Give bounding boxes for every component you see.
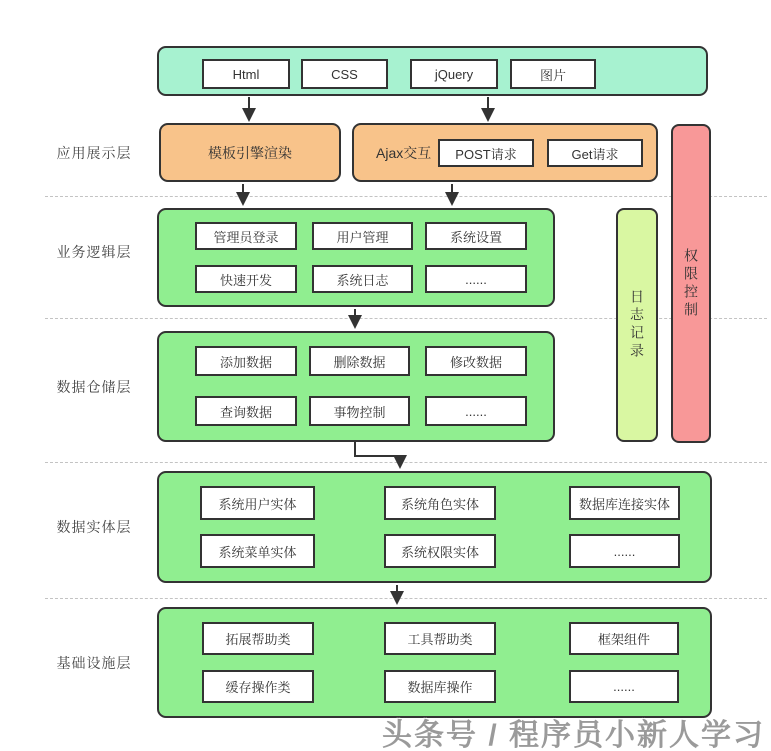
node-modify-data: 修改数据 <box>425 346 527 376</box>
node-role-entity: 系统角色实体 <box>384 486 496 520</box>
layer-label-logic: 业务逻辑层 <box>56 244 132 260</box>
node-user-management: 用户管理 <box>312 222 413 250</box>
layer-box-entity <box>157 471 712 583</box>
layer-label-presentation: 应用展示层 <box>56 144 132 161</box>
node-tool-helper: 工具帮助类 <box>384 622 496 655</box>
layer-box-infrastructure <box>157 607 712 718</box>
node-delete-data: 删除数据 <box>309 346 410 376</box>
node-framework-component: 框架组件 <box>569 622 679 655</box>
node-css: CSS <box>301 59 388 89</box>
layer-label-infrastructure: 基础设施层 <box>56 654 132 671</box>
node-system-settings: 系统设置 <box>425 222 527 250</box>
arrow-warehouse-to-entity <box>355 442 400 462</box>
log-record-bar: 日志记录 <box>616 208 658 442</box>
node-jquery: jQuery <box>410 59 498 89</box>
node-post-request: POST请求 <box>438 139 534 167</box>
node-permission-entity: 系统权限实体 <box>384 534 496 568</box>
node-warehouse-ellipsis: ...... <box>425 396 527 426</box>
node-rapid-dev: 快速开发 <box>195 265 297 293</box>
layer-label-entity: 数据实体层 <box>56 519 132 535</box>
layer-divider <box>45 598 767 599</box>
watermark: 头条号 / 程序员小新人学习 <box>381 719 765 751</box>
node-html: Html <box>202 59 290 89</box>
node-cache-operation: 缓存操作类 <box>202 670 314 703</box>
layer-box-warehouse <box>157 331 555 442</box>
layer-divider <box>45 196 767 197</box>
node-transaction-control: 事物控制 <box>309 396 410 426</box>
node-query-data: 查询数据 <box>195 396 297 426</box>
node-add-data: 添加数据 <box>195 346 297 376</box>
node-image: 图片 <box>510 59 596 89</box>
node-template-engine: 模板引擎渲染 <box>159 123 341 182</box>
layer-box-logic <box>157 208 555 307</box>
node-user-entity: 系统用户实体 <box>200 486 315 520</box>
permission-control-bar: 权限控制 <box>671 124 711 443</box>
layer-divider <box>45 318 767 319</box>
client-resources-bar <box>157 46 708 96</box>
layer-divider <box>45 462 767 463</box>
node-database-operation: 数据库操作 <box>384 670 496 703</box>
ajax-group-box <box>352 123 658 182</box>
node-entity-ellipsis: ...... <box>569 534 680 568</box>
node-admin-login: 管理员登录 <box>195 222 297 250</box>
node-infra-ellipsis: ...... <box>569 670 679 703</box>
node-menu-entity: 系统菜单实体 <box>200 534 315 568</box>
layer-label-warehouse: 数据仓储层 <box>56 378 132 395</box>
ajax-group-label: Ajax交互 <box>376 144 432 161</box>
node-system-log: 系统日志 <box>312 265 413 293</box>
node-get-request: Get请求 <box>547 139 643 167</box>
node-dbconn-entity: 数据库连接实体 <box>569 486 680 520</box>
node-extension-helper: 拓展帮助类 <box>202 622 314 655</box>
node-logic-ellipsis: ...... <box>425 265 527 293</box>
